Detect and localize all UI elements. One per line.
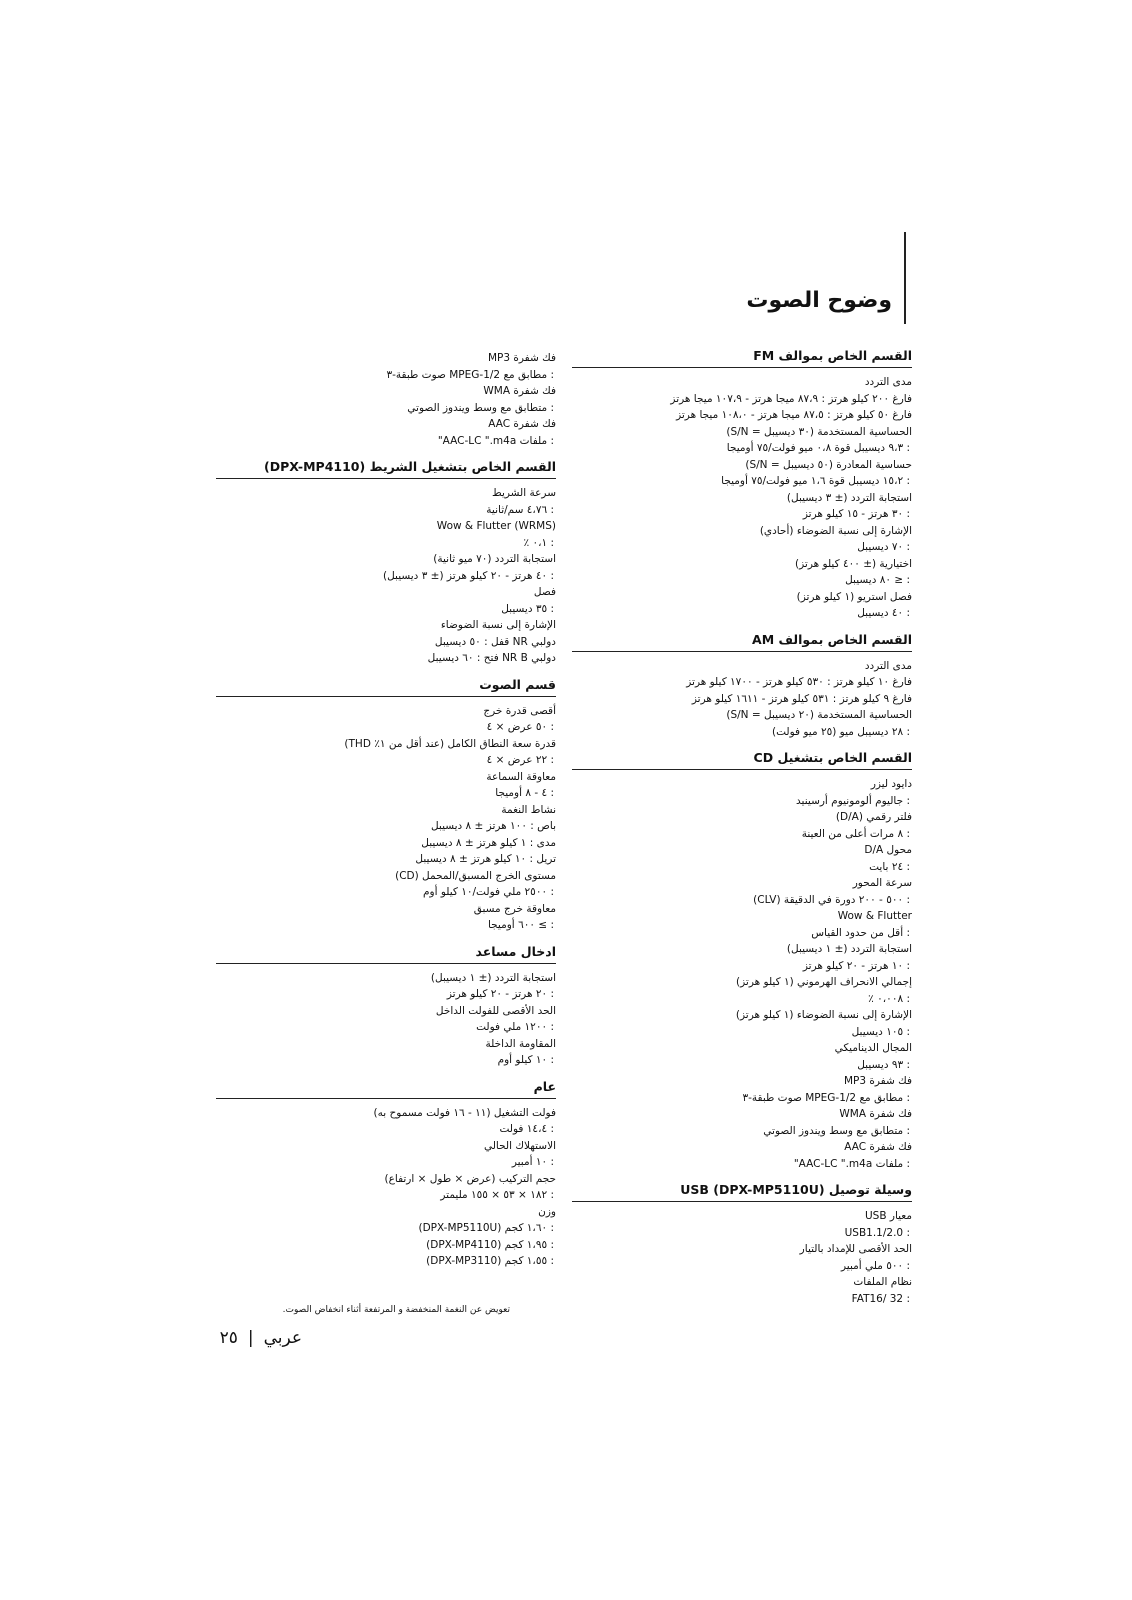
title-divider-bar	[904, 232, 906, 324]
spec-line: اختيارية (± ٤٠٠ كيلو هرتز)	[795, 557, 912, 570]
spec-line: نشاط النغمة	[501, 803, 556, 816]
spec-line: فارغ ٩ كيلو هرتز : ٥٣١ كيلو هرتز - ١٦١١ كيلو هرتز	[691, 692, 912, 705]
spec-line: استجابة التردد (± ١ ديسيبل)	[786, 943, 912, 955]
spec-line: فك شفرة MP3	[843, 1075, 912, 1087]
spec-line: : ٩،٣ ديسيبل قوة ٠،٨ ميو فولت/٧٥ أوميجا	[726, 442, 910, 454]
page-number: ٢٥	[219, 1328, 238, 1348]
spec-line: استجابة التردد (٧٠ ميو ثانية)	[433, 553, 556, 565]
spec-line: باص : ١٠٠ هرتز ± ٨ ديسيبل	[430, 820, 556, 832]
spec-line: : ٥٠٠ ملي أمبير	[840, 1259, 910, 1272]
spec-line: : ملفات AAC-LC ".m4a"	[793, 1157, 910, 1170]
spec-line: دولبي NR B فتح : ٦٠ ديسيبل	[427, 652, 556, 664]
spec-line: : ١٢٠٠ ملي فولت	[476, 1021, 554, 1033]
spec-line: أقصى قدرة خرج	[483, 704, 556, 717]
section-title: عام	[216, 1079, 556, 1099]
spec-line: الإشارة إلى نسبة الضوضاء (أحادي)	[759, 524, 912, 537]
spec-line: فلتر رقمي (D/A)	[835, 811, 912, 823]
spec-line: دايود ليزر	[870, 778, 912, 790]
spec-line: استجابة التردد (± ١ ديسيبل)	[430, 971, 556, 984]
spec-line: : جاليوم ألومونيوم أرسينيد	[796, 794, 910, 807]
spec-line: الاستهلاك الحالي	[483, 1139, 556, 1152]
spec-line: مستوى الخرج المسبق/المحمل (CD)	[395, 869, 556, 882]
spec-line: فولت التشغيل (١١ - ١٦ فولت مسموح به)	[373, 1106, 556, 1119]
spec-line: : أقل من حدود القياس	[811, 926, 910, 939]
spec-line: معيار USB	[864, 1210, 912, 1222]
spec-line: Wow & Flutter	[837, 910, 912, 922]
spec-line: فارغ ٢٠٠ كيلو هرتز : ٨٧،٩ ميجا هرتز - ١٠٧،٩ ميجا هرتز	[670, 392, 912, 405]
spec-line: إجمالي الانحراف الهرموني (١ كيلو هرتز)	[736, 976, 912, 988]
spec-line: : ملفات AAC-LC ".m4a"	[437, 434, 554, 447]
spec-line: : FAT16/ 32	[851, 1292, 910, 1305]
spec-line: : ١٤،٤ فولت	[499, 1123, 554, 1135]
spec-line: : ١٨٢ × ٥٣ × ١٥٥ مليمتر	[440, 1189, 554, 1201]
spec-line: : ٩٣ ديسيبل	[857, 1058, 910, 1071]
section-title: القسم الخاص بتشغيل الشريط (DPX-MP4110)	[216, 459, 556, 479]
spec-section	[572, 632, 912, 741]
spec-line: قدرة سعة النطاق الكامل (عند أقل من ١٪ THD)	[344, 737, 556, 750]
spec-line: فارغ ١٠ كيلو هرتز : ٥٣٠ كيلو هرتز - ١٧٠٠ كيلو هرتز	[686, 676, 912, 688]
spec-line: حجم التركيب (عرض × طول × ارتفاع)	[384, 1172, 556, 1185]
spec-line: : ١،٩٥ كجم (DPX-MP4110)	[426, 1238, 554, 1251]
spec-line: معاوقة السماعة	[486, 770, 556, 783]
spec-line: : ٤٠ ديسيبل	[857, 607, 910, 619]
spec-line: : ٢٨ ديسيبل ميو (٢٥ ميو فولت)	[772, 725, 910, 738]
spec-line: فصل	[533, 586, 556, 598]
spec-section	[216, 944, 556, 1069]
spec-line: الحد الأقصى للفولت الداخل	[435, 1004, 556, 1017]
spec-line: : ٠،٠٠٨ ٪	[868, 992, 910, 1005]
spec-line: مدى : ١ كيلو هرتز ± ٨ ديسيبل	[421, 836, 556, 849]
spec-line: : ١٥،٢ ديسيبل قوة ١،٦ ميو فولت/٧٥ أوميجا	[721, 475, 910, 487]
spec-line: الإشارة إلى نسبة الضوضاء	[440, 619, 556, 631]
right-spec-column	[572, 348, 912, 1317]
spec-line: فك شفرة WMA	[839, 1108, 912, 1120]
spec-line: حساسية المعادرة (٥٠ ديسيبل = S/N)	[745, 458, 912, 471]
spec-line: المجال الديناميكي	[834, 1042, 912, 1054]
spec-line: : ≤ ٨٠ ديسيبل	[845, 574, 910, 586]
spec-line: محول D/A	[864, 844, 912, 856]
spec-section	[216, 459, 556, 667]
spec-line: فك شفرة MP3	[487, 352, 556, 364]
spec-line: : ٥٠٠ - ٢٠٠ دورة في الدقيقة (CLV)	[753, 893, 910, 906]
spec-line: : ٣٠ هرتز - ١٥ كيلو هرتز	[802, 508, 910, 520]
page-footer	[220, 1328, 302, 1348]
spec-line: وزن	[538, 1205, 556, 1218]
spec-line: تريل : ١٠ كيلو هرتز ± ٨ ديسيبل	[415, 853, 556, 865]
spec-line: المقاومة الداخلة	[485, 1037, 556, 1050]
section-title: القسم الخاص بتشغيل CD	[572, 750, 912, 770]
spec-line: فك شفرة AAC	[488, 418, 556, 430]
spec-line: Wow & Flutter (WRMS)	[436, 520, 556, 532]
footer-language-label: عربي	[263, 1328, 302, 1348]
spec-line: : ٤ - ٨ أوميجا	[495, 787, 554, 799]
spec-line: فارغ ٥٠ كيلو هرتز : ٨٧،٥ ميجا هرتز - ١٠٨،٠ ميجا هرتز	[676, 409, 912, 421]
spec-line: : ٠،١ ٪	[523, 536, 554, 549]
section-title: قسم الصوت	[216, 677, 556, 697]
spec-line: : USB1.1/2.0	[844, 1226, 910, 1239]
footnote: تعويض عن النغمة المنخفضة و المرتفعة أثناء انخفاض الصوت.	[282, 1305, 510, 1315]
section-title: وسيلة توصيل USB (DPX-MP5110U)	[572, 1182, 912, 1202]
spec-line: فصل استريو (١ كيلو هرتز)	[796, 590, 912, 603]
left-spec-column	[216, 350, 556, 1280]
spec-line: : ٨ مرات أعلى من العينة	[801, 827, 910, 840]
section-title: القسم الخاص بموالف AM	[572, 632, 912, 652]
spec-line: : ٢٠ هرتز - ٢٠ كيلو هرتز	[446, 988, 554, 1000]
spec-section	[216, 1079, 556, 1270]
spec-line: : متطابق مع وسط ويندوز الصوتي	[763, 1124, 910, 1137]
spec-line: فك شفرة WMA	[483, 385, 556, 397]
spec-line: الإشارة إلى نسبة الضوضاء (١ كيلو هرتز)	[735, 1009, 912, 1021]
spec-line: : ٥٠ عرض × ٤	[486, 721, 554, 733]
section-title: القسم الخاص بموالف FM	[572, 348, 912, 368]
footer-separator: |	[247, 1328, 254, 1348]
spec-line: : ٢٥٠٠ ملي فولت/١٠ كيلو أوم	[423, 886, 554, 898]
spec-line: : ١،٦٠ كجم (DPX-MP5110U)	[418, 1222, 554, 1234]
page-title: وضوح الصوت	[746, 288, 892, 313]
spec-line: : متطابق مع وسط ويندوز الصوتي	[407, 401, 554, 414]
spec-line: : ٤،٧٦ سم/ثانية	[486, 503, 554, 516]
spec-line: فك شفرة AAC	[844, 1141, 912, 1153]
spec-line: مدى التردد	[864, 659, 912, 672]
spec-line: : ١٠ هرتز - ٢٠ كيلو هرتز	[802, 959, 910, 972]
spec-line: الحد الأقصى للإمداد بالتيار	[799, 1243, 912, 1255]
spec-line: : ٤٠ هرتز - ٢٠ كيلو هرتز (± ٣ ديسيبل)	[382, 569, 554, 582]
spec-line: : مطابق مع MPEG-1/2 صوت طبقة-٣	[742, 1091, 910, 1104]
spec-line: معاوقة خرج مسبق	[473, 902, 556, 915]
spec-line: : ٢٢ عرض × ٤	[486, 754, 554, 766]
spec-line: : مطابق مع MPEG-1/2 صوت طبقة-٣	[386, 368, 554, 381]
spec-line: سرعة الشريط	[492, 487, 556, 499]
section-title: ادخال مساعد	[216, 944, 556, 964]
spec-line: الحساسية المستخدمة (٢٠ ديسيبل = S/N)	[726, 709, 912, 721]
spec-line: استجابة التردد (± ٣ ديسيبل)	[786, 491, 912, 504]
spec-line: : ١،٥٥ كجم (DPX-MP3110)	[426, 1255, 554, 1267]
spec-line: الحساسية المستخدمة (٣٠ ديسيبل = S/N)	[726, 425, 912, 438]
spec-line: دولبي NR قفل : ٥٠ ديسيبل	[434, 635, 556, 648]
spec-section	[216, 350, 556, 449]
spec-section	[216, 677, 556, 934]
spec-section	[572, 1182, 912, 1307]
spec-line: : ٢٤ بايت	[869, 860, 910, 873]
spec-line: : ١٠ أمبير	[511, 1156, 554, 1168]
spec-line: مدى التردد	[864, 376, 912, 388]
spec-line: نظام الملفات	[853, 1276, 912, 1288]
spec-line: سرعة المحور	[852, 877, 912, 889]
spec-line: : ١٠ كيلو أوم	[497, 1054, 554, 1066]
spec-section	[572, 750, 912, 1172]
spec-line: : ١٠٥ ديسيبل	[851, 1025, 910, 1038]
spec-line: : ≥ ٦٠٠ أوميجا	[487, 919, 554, 931]
spec-line: : ٧٠ ديسيبل	[857, 541, 910, 553]
spec-line: : ٣٥ ديسيبل	[501, 602, 554, 615]
spec-section	[572, 348, 912, 622]
